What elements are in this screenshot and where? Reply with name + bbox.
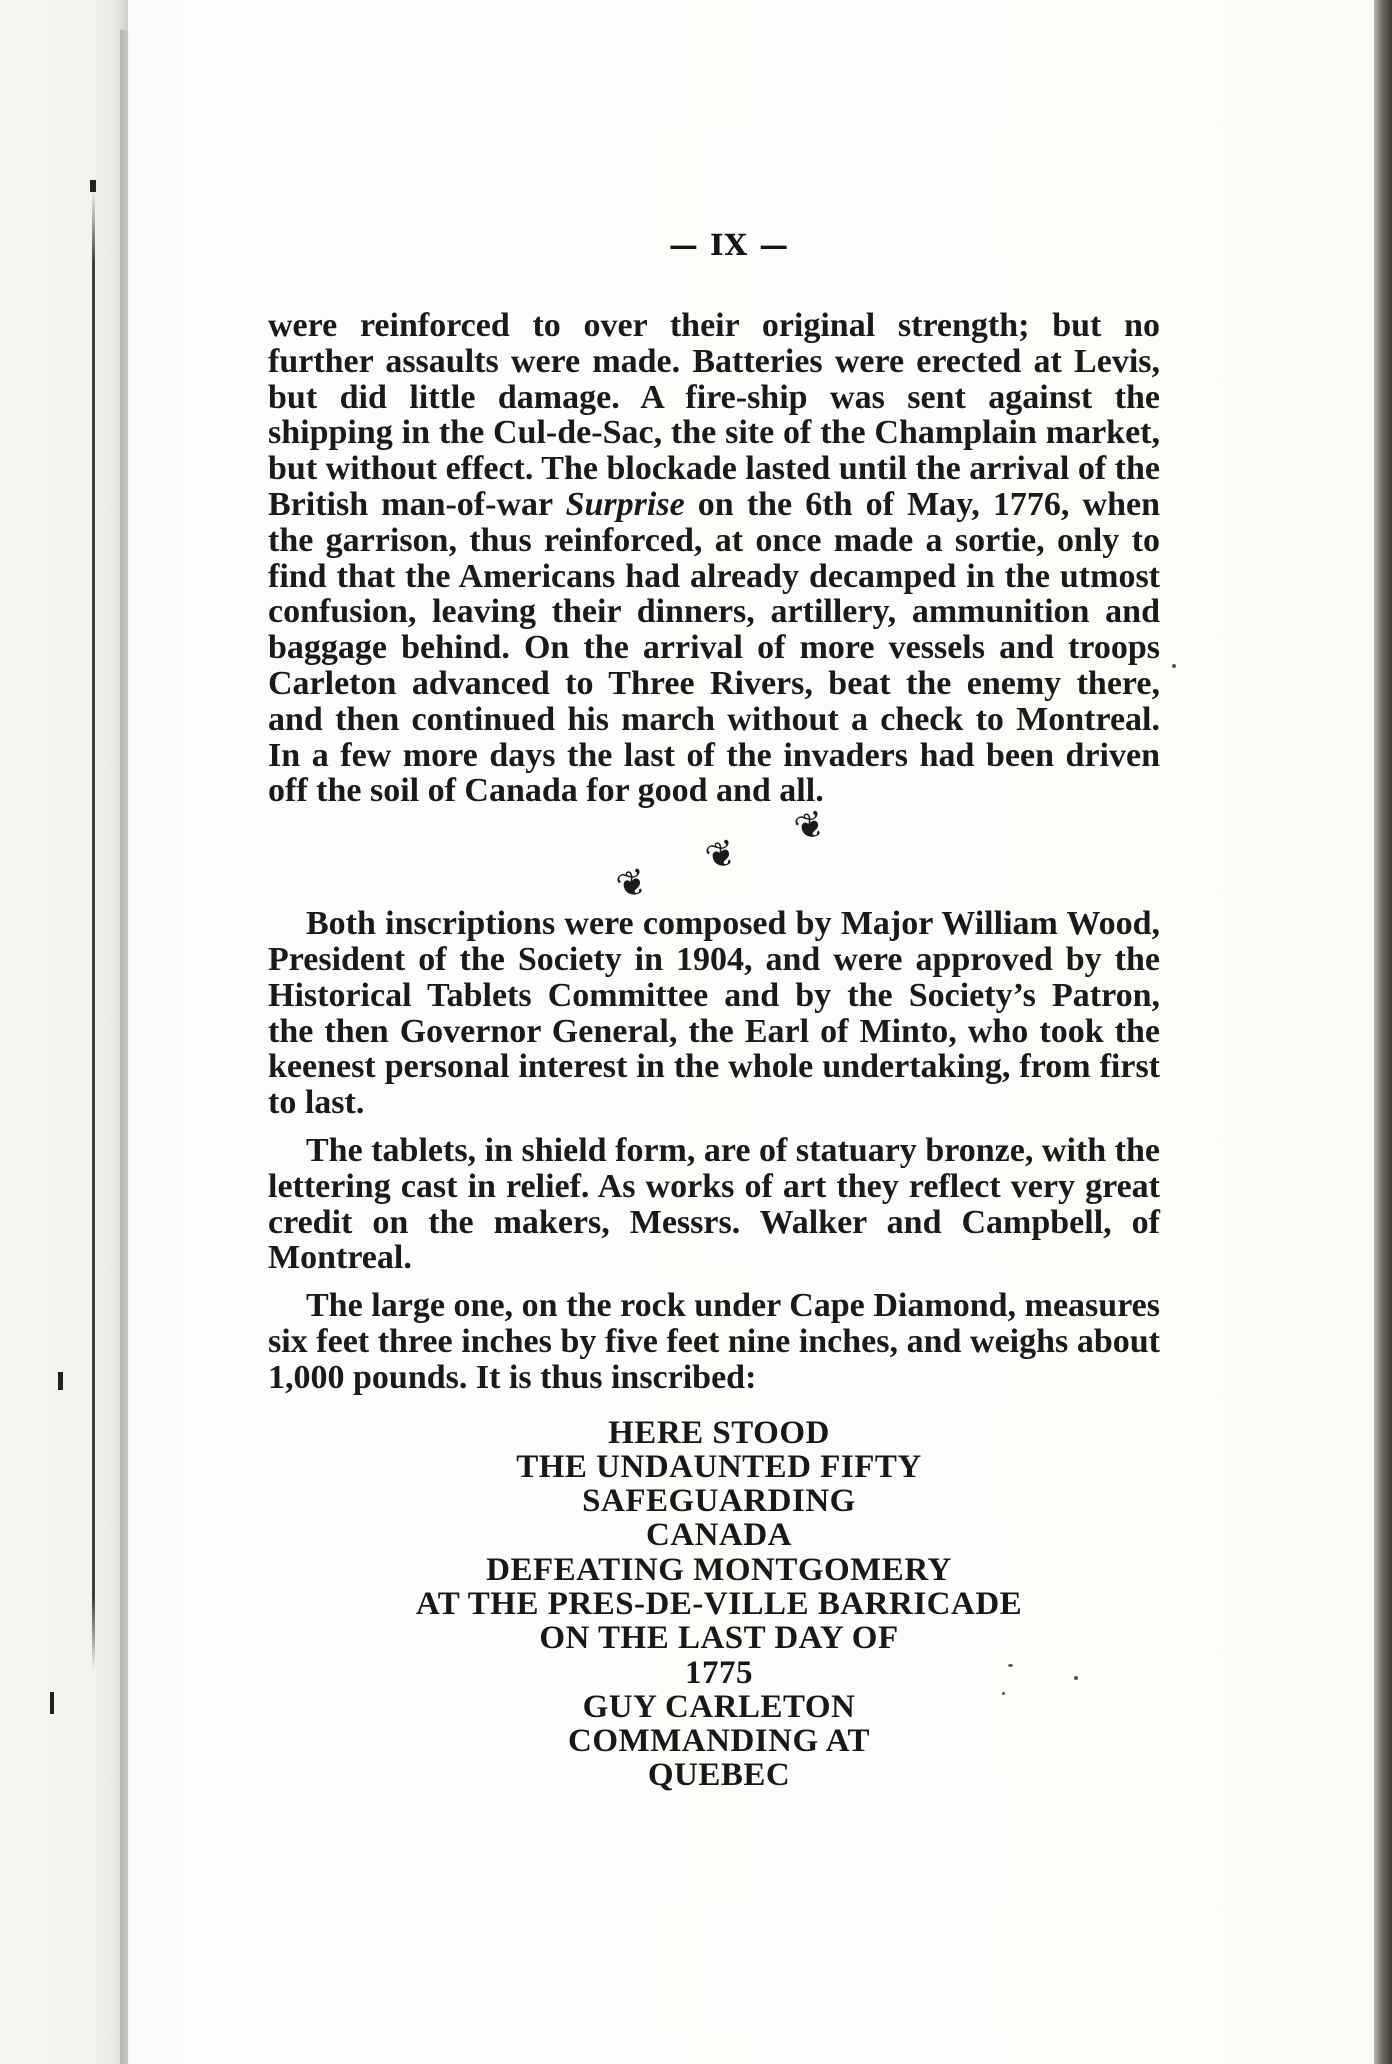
paragraph-inscriptions-authorship: Both inscriptions were composed by Major William Wood, President of the Society in 1904, and were approved by the Historical Tablets Committee and by the Society’s Patron, the then Governor General, the Earl of Minto, who took the keenest personal interest in the whole undertaking, from first to last. [268,905,1160,1122]
paragraph-siege-end [268,308,1160,809]
page-content [268,228,1160,1793]
inscription-line: THE UNDAUNTED FIFTY [516,1448,922,1485]
section-ornament [268,794,1160,909]
inscription-line: COMMANDING AT [568,1723,870,1760]
gutter-mark-middle [58,1372,63,1390]
right-book-edge [1374,0,1392,2064]
inscription-line: HERE STOOD [608,1414,830,1451]
paragraph-text: were reinforced to over their original strength; but no further assaults were made. Batteries were erected at Levis, but did little damage. A fire-ship was sent against the shipping in the Cul-de-Sac, the site of the Champlain market, but without effect. The blockade lasted until the arrival of the British man-of-war [268,307,1160,523]
gutter-mark-bottom [50,1692,54,1714]
paragraph-tablets-description: The tablets, in shield form, are of statuary bronze, with the lettering cast in relief. As works of art they reflect very great credit on the makers, Messrs. Walker and Campbell, of Montreal. [268,1131,1160,1277]
paragraph-large-tablet: The large one, on the rock under Cape Diamond, measures six feet three inches by five feet nine inches, and weighs about 1,000 pounds. It is thus inscribed: [268,1287,1160,1396]
paragraph-text: on the 6th of May, 1776, when the garrison, thus reinforced, at once made a sortie, only to find that the Americans had already decamped in the utmost confusion, leaving their dinners, artillery, ammunition and baggage behind. On the arrival of more vessels and troops Carleton advanced to Three Rivers, beat the enemy there, and then continued his march without a check to Montreal. In a few more days the last of the invaders had been driven off the soil of Canada for good and all. [268,485,1160,810]
gutter-mark-top [90,180,96,192]
ship-name: Surprise [565,485,685,523]
inscription-line: CANADA [646,1517,792,1554]
inscription-line: QUEBEC [647,1757,791,1794]
inscription-line: GUY CARLETON [582,1688,856,1725]
inscription-line: AT THE PRES-DE-VILLE BARRICADE [415,1586,1023,1622]
inscription-line: 1775 [685,1654,753,1691]
gutter-line [92,190,95,1670]
inscription-line: SAFEGUARDING [582,1483,856,1520]
inscription-line: ON THE LAST DAY OF [539,1620,899,1657]
left-page-edge [0,0,128,2064]
page-number: — IX — [668,228,790,262]
ornament-glyphs: ❦ ❦ ❦ [611,794,857,909]
binding-shadow [120,30,130,2064]
inscription-line: DEFEATING MONTGOMERY [486,1551,952,1588]
scan-speck [1172,664,1176,668]
tablet-inscription [268,1416,1160,1793]
